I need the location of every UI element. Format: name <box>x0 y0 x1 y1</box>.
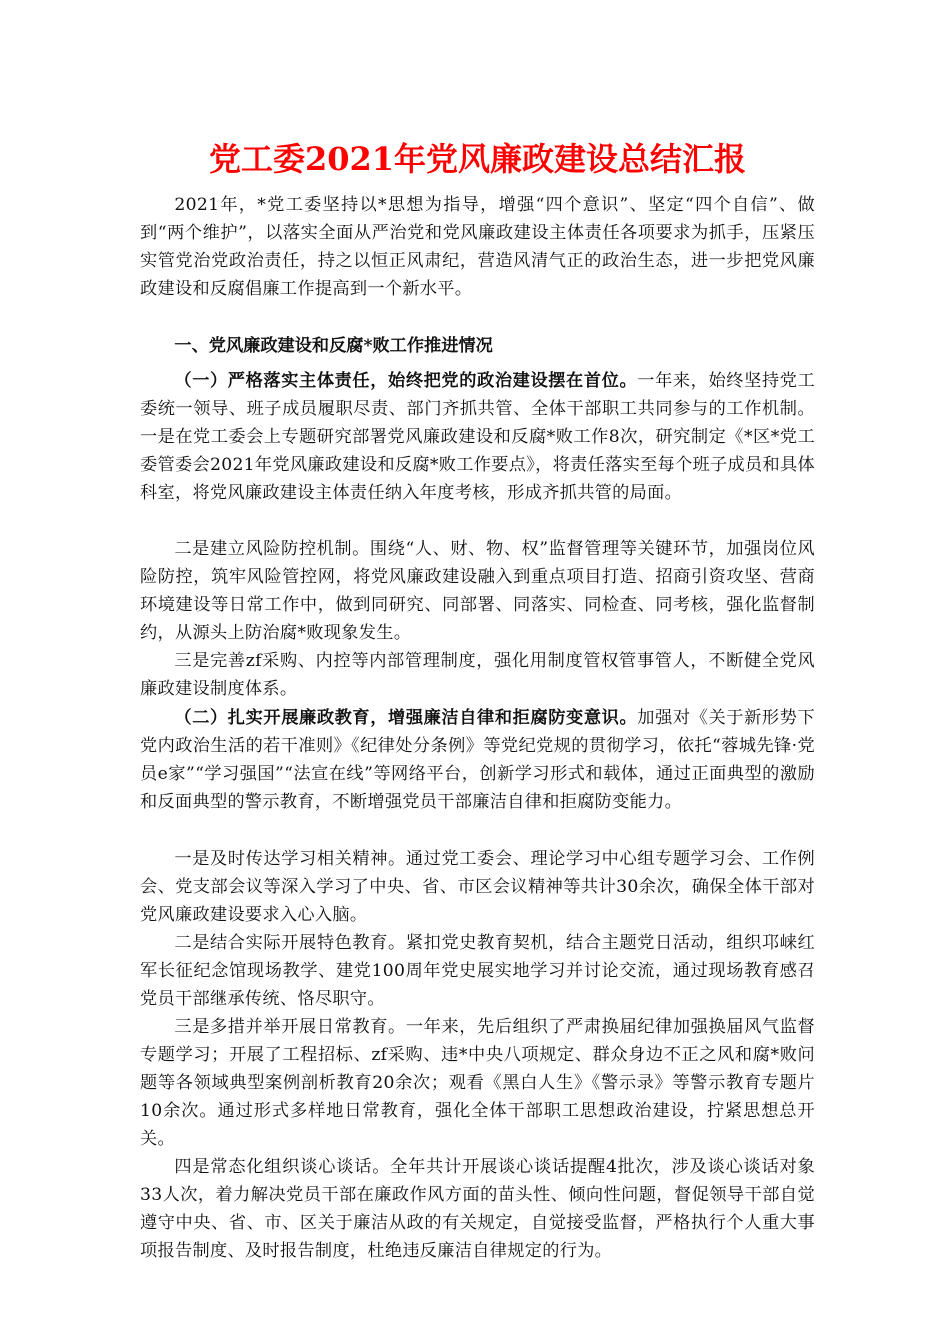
document-page <box>140 0 815 1344</box>
subsection-1-point-2: 二是建立风险防控机制。围绕“人、财、物、权”监督管理等关键环节，加强岗位风险防控，筑牢风险管控网，将党风廉政建设融入到重点项目打造、招商引资攻坚、营商环境建设等日常工作中，做到同研究、同部署、同落实、同检查、同考核，强化监督制约，从源头上防治腐*败现象发生。 <box>140 539 815 643</box>
subsection-1-heading: （一）严格落实主体责任，始终把党的政治建设摆在首位。 <box>174 371 638 391</box>
subsection-1-paragraph <box>140 367 815 507</box>
intro-paragraph: 2021年，*党工委坚持以*思想为指导，增强“四个意识”、坚定“四个自信”、做到“两个维护”，以落实全面从严治党和党风廉政建设主体责任各项要求为抓手，压紧压实管党治党政治责任，持之以恒正风肃纪，营造风清气正的政治生态，进一步把党风廉政建设和反腐倡廉工作提高到一个新水平。 <box>140 195 815 299</box>
subsection-2-point-1: 一是及时传达学习相关精神。通过党工委会、理论学习中心组专题学习会、工作例会、党支部会议等深入学习了中央、省、市区会议精神等共计30余次，确保全体干部对党风廉政建设要求入心入脑。 <box>140 849 815 925</box>
subsection-2-point-2: 二是结合实际开展特色教育。紧扣党史教育契机，结合主题党日活动，组织邛崃红军长征纪念馆现场教学、建党100周年党史展实地学习并讨论交流，通过现场教育感召党员干部继承传统、恪尽职守。 <box>140 933 815 1009</box>
subsection-2-text: 加强对《关于新形势下党内政治生活的若干准则》《纪律处分条例》等党纪党规的贯彻学习，依托“蓉城先锋·党员e家”“学习强国”“法宣在线”等网络平台，创新学习形式和载体，通过正面典型的激励和反面典型的警示教育，不断增强党员干部廉洁自律和拒腐防变能力。 <box>140 708 815 812</box>
document-title: 党工委2021年党风廉政建设总结汇报 <box>208 140 747 178</box>
section-heading: 一、党风廉政建设和反腐*败工作推进情况 <box>174 336 493 356</box>
subsection-2-point-3: 三是多措并举开展日常教育。一年来，先后组织了严肃换届纪律加强换届风气监督专题学习；开展了工程招标、zf采购、违*中央八项规定、群众身边不正之风和腐*败问题等各领域典型案例剖析教育20余次；观看《黑白人生》《警示录》等警示教育专题片10余次。通过形式多样地日常教育，强化全体干部职工思想政治建设，拧紧思想总开关。 <box>140 1017 815 1149</box>
subsection-2-heading: （二）扎实开展廉政教育，增强廉洁自律和拒腐防变意识。 <box>174 708 638 728</box>
subsection-2-point-4: 四是常态化组织谈心谈话。全年共计开展谈心谈话提醒4批次，涉及谈心谈话对象33人次，着力解决党员干部在廉政作风方面的苗头性、倾向性问题，督促领导干部自觉遵守中央、省、市、区关于廉洁从政的有关规定，自觉接受监督，严格执行个人重大事项报告制度、及时报告制度，杜绝违反廉洁自律规定的行为。 <box>140 1157 815 1261</box>
subsection-2-paragraph <box>140 704 815 816</box>
subsection-1-point-3: 三是完善zf采购、内控等内部管理制度，强化用制度管权管事管人，不断健全党风廉政建设制度体系。 <box>140 651 815 699</box>
subsection-1-text: 一年来，始终坚持党工委统一领导、班子成员履职尽责、部门齐抓共管、全体干部职工共同参与的工作机制。一是在党工委会上专题研究部署党风廉政建设和反腐*败工作8次，研究制定《*区*党工委管委会2021年党风廉政建设和反腐*败工作要点》，将责任落实至每个班子成员和具体科室，将党风廉政建设主体责任纳入年度考核，形成齐抓共管的局面。 <box>140 371 815 503</box>
